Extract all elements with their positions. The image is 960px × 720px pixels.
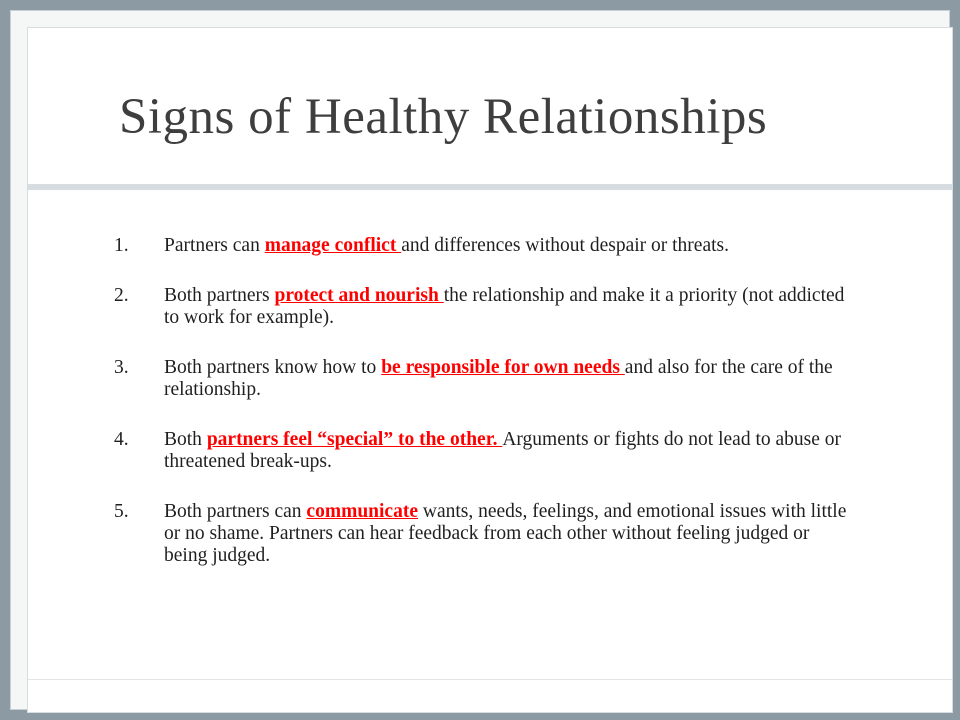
item-text-after: the relationship and make it a priority (not addicted to work for example). bbox=[164, 285, 845, 328]
item-highlight: be responsible for own needs bbox=[381, 357, 625, 378]
footer-divider bbox=[28, 679, 952, 680]
list-item bbox=[114, 429, 854, 473]
slide-frame bbox=[10, 10, 950, 710]
list-item bbox=[114, 285, 854, 329]
item-number: 1. bbox=[114, 235, 129, 256]
list-item bbox=[114, 357, 854, 401]
slide-title: Signs of Healthy Relationships bbox=[119, 89, 768, 145]
item-text-before: Both partners bbox=[164, 285, 275, 306]
title-divider bbox=[28, 184, 952, 190]
item-number: 5. bbox=[114, 501, 129, 522]
list-item bbox=[114, 235, 854, 257]
item-number: 4. bbox=[114, 429, 129, 450]
item-text-before: Both partners can bbox=[164, 501, 307, 522]
item-text-after: and differences without despair or threats. bbox=[401, 235, 729, 256]
item-highlight: partners feel “special” to the other. bbox=[206, 429, 503, 450]
list-item bbox=[114, 501, 854, 567]
item-highlight: manage conflict bbox=[264, 235, 402, 256]
item-text-before: Both partners know how to bbox=[164, 357, 382, 378]
item-number: 3. bbox=[114, 357, 129, 378]
slide bbox=[27, 27, 953, 713]
item-highlight: communicate bbox=[306, 501, 418, 522]
item-text-before: Partners can bbox=[164, 235, 265, 256]
item-text-after: Arguments or fights do not lead to abuse or threatened break-ups. bbox=[164, 429, 841, 472]
item-text-before: Both bbox=[164, 429, 207, 450]
relationship-signs-list bbox=[114, 235, 854, 595]
item-highlight: protect and nourish bbox=[274, 285, 444, 306]
item-text-after: and also for the care of the relationship. bbox=[164, 357, 833, 400]
item-number: 2. bbox=[114, 285, 129, 306]
item-text-after: wants, needs, feelings, and emotional issues with little or no shame. Partners can hear feedback from each other without feeling judged or being judged. bbox=[164, 501, 847, 566]
title-area bbox=[28, 28, 952, 184]
